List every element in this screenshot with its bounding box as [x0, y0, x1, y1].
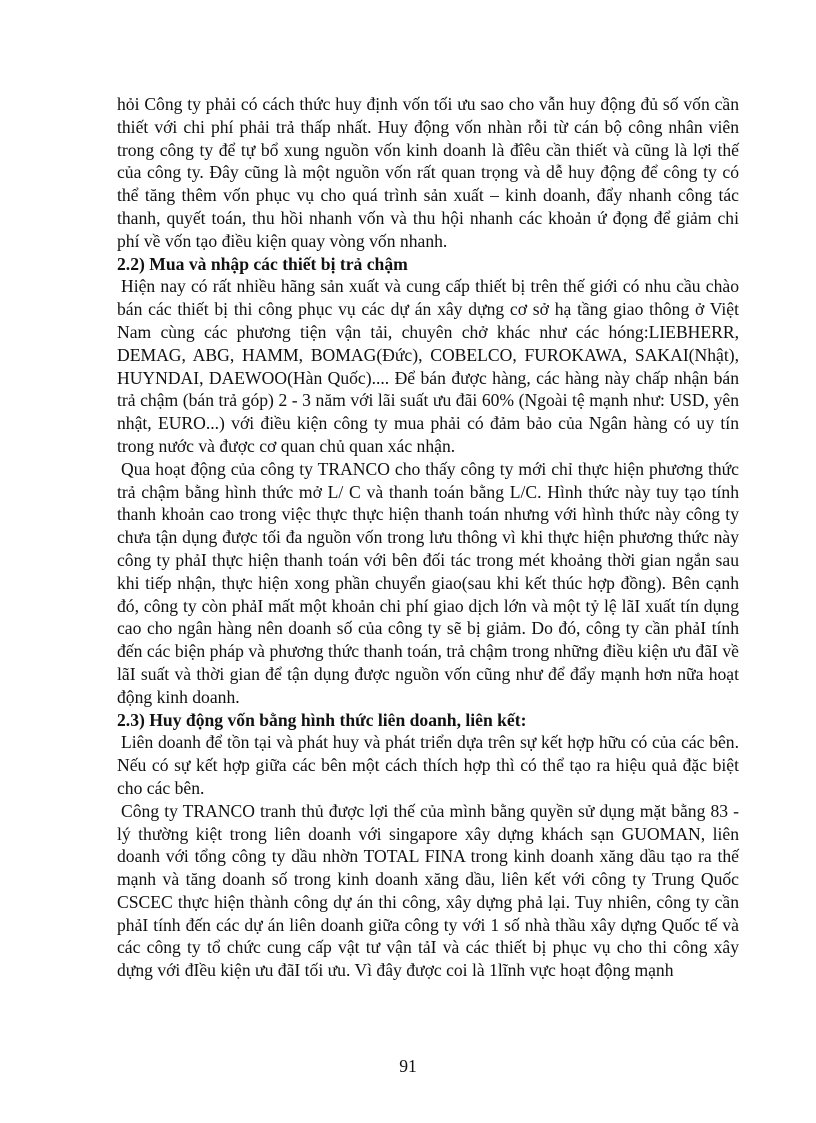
- paragraph-5: Công ty TRANCO tranh thủ được lợi thế của mình bằng quyền sử dụng mặt bằng 83 - lý thường kiệt trong liên doanh với singapore xây dựng khách sạn GUOMAN, liên doanh với tổng công ty dầu nhờn TOTAL FINA trong kinh doanh xăng dầu tạo ra thế mạnh và tăng doanh số trong kinh doanh xăng dầu, liên kết với công ty Trung Quốc CSCEC thực hiện thành công dự án thi công, xây dựng phả lại. Tuy nhiên, công ty cần phảI tính đến các dự án liên doanh giữa công ty với 1 số nhà thầu xây dựng Quốc tế và các công ty tổ chức cung cấp vật tư vận tảI và các thiết bị phục vụ cho thi công xây dựng với đIều kiện ưu đãI tối ưu. Vì đây được coi là 1lĩnh vực hoạt động mạnh: [117, 800, 739, 981]
- section-heading-2-3: 2.3) Huy động vốn bằng hình thức liên doanh, liên kết:: [117, 709, 527, 730]
- paragraph-1: hỏi Công ty phải có cách thức huy định vốn tối ưu sao cho vẫn huy động đủ số vốn cần thiết với chi phí phải trả thấp nhất. Huy động vốn nhàn rỗi từ cán bộ công nhân viên trong công ty để tự bổ xung nguồn vốn kinh doanh là đîêu cần thiết và cũng là lợi thế của công ty. Đây cũng là một nguồn vốn rất quan trọng và dễ huy động để công ty có thể tăng thêm vốn phục vụ cho quá trình sản xuất – kinh doanh, đẩy nhanh công tác thanh, quyết toán, thu hồi nhanh vốn và thu hội nhanh các khoản ứ đọng để giảm chi phí về vốn tạo điều kiện quay vòng vốn nhanh.: [117, 94, 739, 251]
- document-body: [117, 93, 739, 982]
- paragraph-2: Hiện nay có rất nhiều hãng sản xuất và cung cấp thiết bị trên thế giới có nhu cầu chào bán các thiết bị thi công phục vụ các dự án xây dựng cơ sở hạ tầng giao thông ở Việt Nam cùng các phương tiện vận tải, chuyên chở khác như các hóng:LIEBHERR, DEMAG, ABG, HAMM, BOMAG(Đức), COBELCO, FUROKAWA, SAKAI(Nhật), HUYNDAI, DAEWOO(Hàn Quốc).... Để bán được hàng, các hàng này chấp nhận bán trả chậm (bán trả góp) 2 - 3 năm với lãi suất ưu đãi 60% (Ngoài tệ mạnh như: USD, yên nhật, EURO...) với điều kiện công ty mua phải có đảm bảo của Ngân hàng có uy tín trong nước và được cơ quan chủ quan xác nhận.: [117, 276, 739, 456]
- paragraph-4: Liên doanh để tồn tại và phát huy và phát triển dựa trên sự kết hợp hữu có của các bên. Nếu có sự kết hợp giữa các bên một cách thích hợp thì có thể tạo ra hiệu quả đặc biệt cho các bên.: [117, 732, 739, 798]
- paragraph-3: Qua hoạt động của công ty TRANCO cho thấy công ty mới chỉ thực hiện phương thức trả chậm bằng hình thức mở L/ C và thanh toán bằng L/C. Hình thức này tuy tạo tính thanh khoản cao trong việc thực thực hiện thanh toán nhưng với hình thức này công ty chưa tận dụng được tối đa nguồn vốn trong lưu thông vì khi thực hiện phương thức này công ty phảI thực hiện thanh toán với bên đối tác trong mét khoảng thời gian ngắn sau khi tiếp nhận, thực hiện xong phần chuyển giao(sau khi kết thúc hợp đồng). Bên cạnh đó, công ty còn phảI mất một khoản chi phí giao dịch lớn và một tỷ lệ lãI xuất tín dụng cao cho ngân hàng nên doanh số của công ty sẽ bị giảm. Do đó, công ty cần phảI tính đến các biện pháp và phương thức thanh toán, trả chậm trong những điều kiện ưu đãI về lãI suất và thời gian để tận dụng được nguồn vốn cũng như để đẩy mạnh hơn nữa hoạt động kinh doanh.: [117, 458, 739, 707]
- section-heading-2-2: 2.2) Mua và nhập các thiết bị trả chậm: [117, 253, 408, 274]
- page-number: 91: [399, 1056, 417, 1076]
